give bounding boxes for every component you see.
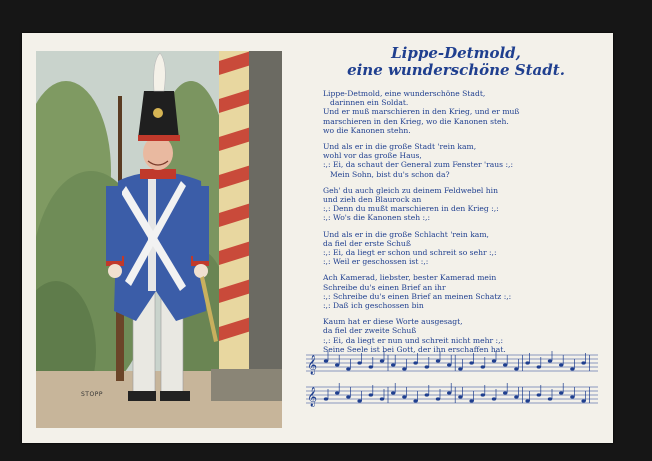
artist-signature: STOPP [81, 391, 103, 398]
note-head [525, 399, 529, 402]
verse-line: Und als er in die große Stadt 'rein kam, [323, 142, 477, 152]
note-head [537, 393, 541, 396]
note-head [559, 391, 563, 394]
verse-line: marschieren in den Krieg, wo die Kanonen steh. [323, 116, 509, 126]
music-staves [304, 351, 600, 413]
verse-line: :,: Wo's die Kanonen steh :,: [323, 213, 431, 223]
verse-line: Kaum hat er diese Worte ausgesagt, [323, 317, 463, 327]
note-head [570, 367, 574, 370]
note-head [581, 399, 585, 402]
treble-clef-icon: 𝄞 [307, 355, 318, 375]
note-head [335, 391, 339, 394]
title-line-1: Lippe-Detmold, [391, 44, 521, 62]
note-head [458, 395, 462, 398]
note-head [447, 363, 451, 366]
sheet-music [304, 351, 600, 413]
note-head [525, 361, 529, 364]
note-head [413, 399, 417, 402]
note-head [469, 361, 473, 364]
note-head [492, 397, 496, 400]
note-head [391, 363, 395, 366]
note-head [324, 359, 328, 362]
title-line-2: eine wunderschöne Stadt. [347, 61, 565, 79]
verse-line: darinnen ein Soldat. [330, 98, 409, 108]
note-head [335, 363, 339, 366]
note-head [548, 359, 552, 362]
song-text [305, 44, 605, 354]
verse-line: Ach Kamerad, liebster, bester Kamerad mein [323, 273, 497, 283]
verse-line: Geh' du auch gleich zu deinem Feldwebel hin [323, 185, 498, 195]
verse [323, 273, 605, 310]
verse-line: :,: Ei, da liegt er schon und schreit so sehr :,: [323, 248, 497, 258]
verse-line: Mein Sohn, bist du's schon da? [330, 169, 450, 179]
verse [323, 186, 605, 223]
verse-line: Schreibe du's einen Brief an ihr [323, 282, 446, 292]
note-head [503, 391, 507, 394]
verse-line: Lippe-Detmold, eine wunderschöne Stadt, [323, 89, 486, 98]
verse-line: :,: Ei, da schaut der General zum Fenster 'raus :,: [323, 160, 514, 170]
verses [323, 89, 605, 354]
note-head [514, 395, 518, 398]
verse-line: wo die Kanonen stehn. [323, 125, 411, 135]
note-head [570, 395, 574, 398]
note-head [548, 397, 552, 400]
note-head [537, 365, 541, 368]
verse-line: wohl vor das große Haus, [323, 151, 422, 161]
note-head [413, 361, 417, 364]
note-head [425, 365, 429, 368]
verse-line: da fiel der zweite Schuß [323, 326, 417, 336]
verse-line: :,: Schreibe du's einen Brief an meinen Schatz :,: [323, 291, 512, 301]
soldier-illustration [36, 51, 282, 428]
note-head [380, 359, 384, 362]
note-head [369, 393, 373, 396]
postcard [22, 33, 613, 443]
note-head [391, 391, 395, 394]
verse-line: :,: Daß ich geschossen bin [323, 301, 424, 311]
verse-line: Seine Seele ist bei Gott, der ihn erschaffen hat. [323, 344, 506, 354]
note-head [581, 361, 585, 364]
note-head [514, 367, 518, 370]
note-head [324, 397, 328, 400]
verse [323, 142, 605, 179]
song-title [307, 45, 605, 79]
note-head [402, 395, 406, 398]
note-head [492, 359, 496, 362]
note-head [559, 363, 563, 366]
note-head [402, 367, 406, 370]
note-head [346, 367, 350, 370]
verse [323, 89, 605, 135]
verse-line: :,: Denn du mußt marschieren in den Krieg :,: [323, 204, 499, 214]
note-head [369, 365, 373, 368]
verse-line: da fiel der erste Schuß [323, 238, 411, 248]
note-head [357, 399, 361, 402]
verse [323, 230, 605, 267]
verse-line: Und er muß marschieren in den Krieg, und er muß [323, 107, 520, 117]
verse-line: :,: Ei, da liegt er nun und schreit nicht mehr :,: [323, 335, 504, 345]
note-head [481, 365, 485, 368]
note-head [481, 393, 485, 396]
verse-line: und zieh den Blaurock an [323, 195, 422, 205]
note-head [380, 397, 384, 400]
note-head [447, 391, 451, 394]
note-head [436, 359, 440, 362]
note-head [469, 399, 473, 402]
treble-clef-icon: 𝄞 [307, 387, 318, 407]
note-head [503, 363, 507, 366]
note-head [357, 361, 361, 364]
note-head [425, 393, 429, 396]
verse-line: Und als er in die große Schlacht 'rein kam, [323, 229, 489, 239]
note-head [436, 397, 440, 400]
note-head [458, 367, 462, 370]
note-head [346, 395, 350, 398]
verse [323, 317, 605, 354]
soldier-drawing [36, 51, 282, 428]
verse-line: :,: Weil er geschossen ist :,: [323, 257, 429, 267]
